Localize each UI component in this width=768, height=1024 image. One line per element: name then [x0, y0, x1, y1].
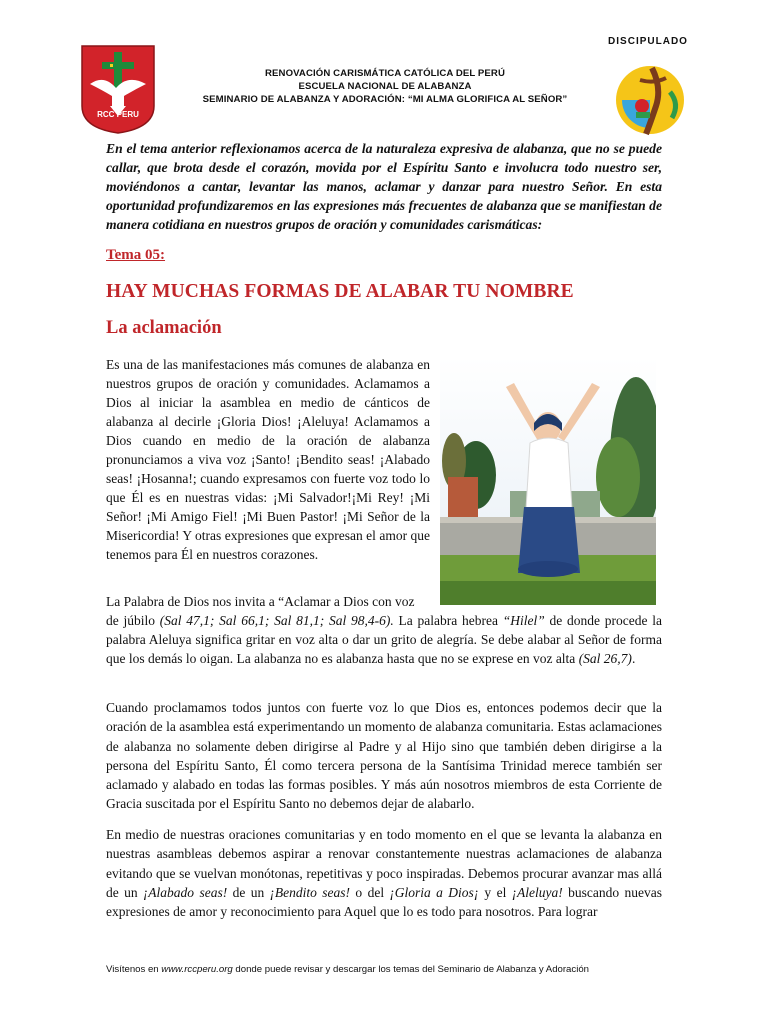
intro-paragraph: En el tema anterior reflexionamos acerca de la naturaleza expresiva de alabanza, que no se puede callar, que brota desde el corazón, movida por el Espíritu Santo e involucra todo nuestro ser, moviéndonos a cantar, levantar las manos, aclamar y danzar para nuestro Señor. En esta oportunidad profundizaremos en las expresiones más frecuentes de alabanza que se manifiestan de manera cotidiana en nuestros grupos de oración y comunidades carismáticas: [106, 141, 662, 232]
praise-photo [440, 357, 656, 605]
p4-text-d: y el [479, 884, 512, 900]
exclamation-bendito: ¡Bendito seas! [269, 884, 351, 900]
discipulado-logo [600, 34, 694, 138]
p4-text-b: de un [227, 884, 270, 900]
discipulado-logo-text: DISCIPULADO [608, 36, 688, 47]
section-heading: La aclamación [106, 318, 222, 338]
page-footer [106, 964, 666, 975]
hebrew-word: “Hilel” [502, 613, 545, 628]
header-school: ESCUELA NACIONAL DE ALABANZA [298, 81, 472, 92]
lesson-number: Tema 05: [106, 247, 166, 263]
p2-text-c: de donde procede la palabra Aleluya significa gritar en voz alta o dar un grito de alegría. Se debe alabar al Señor de forma que los demás lo oigan. La alabanza no es alabanza hasta que no se exprese en voz alta [106, 613, 663, 666]
website-link[interactable]: www.rccperu.org [161, 964, 233, 975]
exclamation-gloria: ¡Gloria a Dios¡ [389, 884, 480, 900]
rcc-peru-logo-text: RCC PERU [97, 110, 139, 119]
header-organization: RENOVACIÓN CARISMÁTICA CATÓLICA DEL PERÚ [265, 68, 505, 79]
scripture-reference: (Sal 26,7) [578, 651, 632, 666]
p4-text-c: o del [350, 884, 390, 900]
paragraph-palabra-lead: La Palabra de Dios nos invita a “Aclamar a Dios con voz [106, 594, 415, 609]
p4-text-a: En medio de nuestras oraciones comunitarias y en todo momento en el que se levanta la alabanza en nuestras asambleas debemos aspirar a renovar constantemente nuestras aclamaciones de alabanza evitando que se vuelvan monótonas, repetitivas y poco inspiradas. Debemos procurar avanzar mas allá de un [106, 827, 662, 900]
p2-text-a: de júbilo [106, 613, 160, 628]
lesson-title: HAY MUCHAS FORMAS DE ALABAR TU NOMBRE [106, 281, 574, 302]
document-header [170, 67, 600, 106]
exclamation-aleluya: ¡Aleluya! [511, 884, 563, 900]
header-seminar: SEMINARIO DE ALABANZA Y ADORACIÓN: “MI ALMA GLORIFICA AL SEÑOR” [202, 94, 568, 105]
scripture-reference: (Sal 47,1; Sal 66,1; Sal 81,1; Sal 98,4-6). [159, 613, 394, 628]
paragraph-aclamacion: Es una de las manifestaciones más comunes de alabanza en nuestros grupos de oración y comunidades. Aclamamos a Dios al iniciar la asamblea en medio de cánticos de alabanza al decirle ¡Gloria Dios! ¡Aleluya! Aclamamos a Dios cuando en medio de la oración de alabanza pronunciamos a viva voz ¡Santo! ¡Bendito seas! ¡Alabado seas! ¡Hosanna!; cuando expresamos con fuerte voz todo lo que Él es en nuestras vidas: ¡Mi Salvador!¡Mi Rey! ¡Mi Señor! ¡Mi Amigo Fiel! ¡Mi Buen Pastor! ¡Mi Señor de la Misericordia! Y otras expresiones que expresan el amor que tenemos para Él en nuestros corazones. [106, 357, 430, 562]
footer-text-b: donde puede revisar y descargar los temas del Seminario de Alabanza y Adoración [232, 964, 589, 975]
paragraph-alabanza-comunitaria: Cuando proclamamos todos juntos con fuerte voz lo que Dios es, entonces podemos decir que la oración de la asamblea está experimentando un momento de alabanza comunitaria. Estas aclamaciones de alabanza no solamente deben dirigirse al Padre y al Hijo sino que también deben dirigirse a la persona del Espíritu Santo, Él como tercera persona de la Santísima Trinidad merece también ser aclamado y alabado en todas las formas posibles. Y más aún nosotros miembros de esta Corriente de Gracia suscitada por el Espíritu Santo no debemos dejar de alabarlo. [106, 700, 662, 812]
rcc-peru-logo [80, 44, 156, 134]
paragraph-renovar-aclamaciones [106, 825, 662, 921]
p2-text-d: . [631, 651, 636, 666]
footer-text-a: Visítenos en [106, 964, 162, 975]
p4-text-e: buscando nuevas expresiones de amor y reconocimiento para Aquel que lo es todo para nosotros. Para lograr [106, 884, 662, 920]
p2-text-b: La palabra hebrea [393, 613, 503, 628]
paragraph-palabra [106, 611, 662, 668]
exclamation-alabado: ¡Alabado seas! [143, 884, 228, 900]
